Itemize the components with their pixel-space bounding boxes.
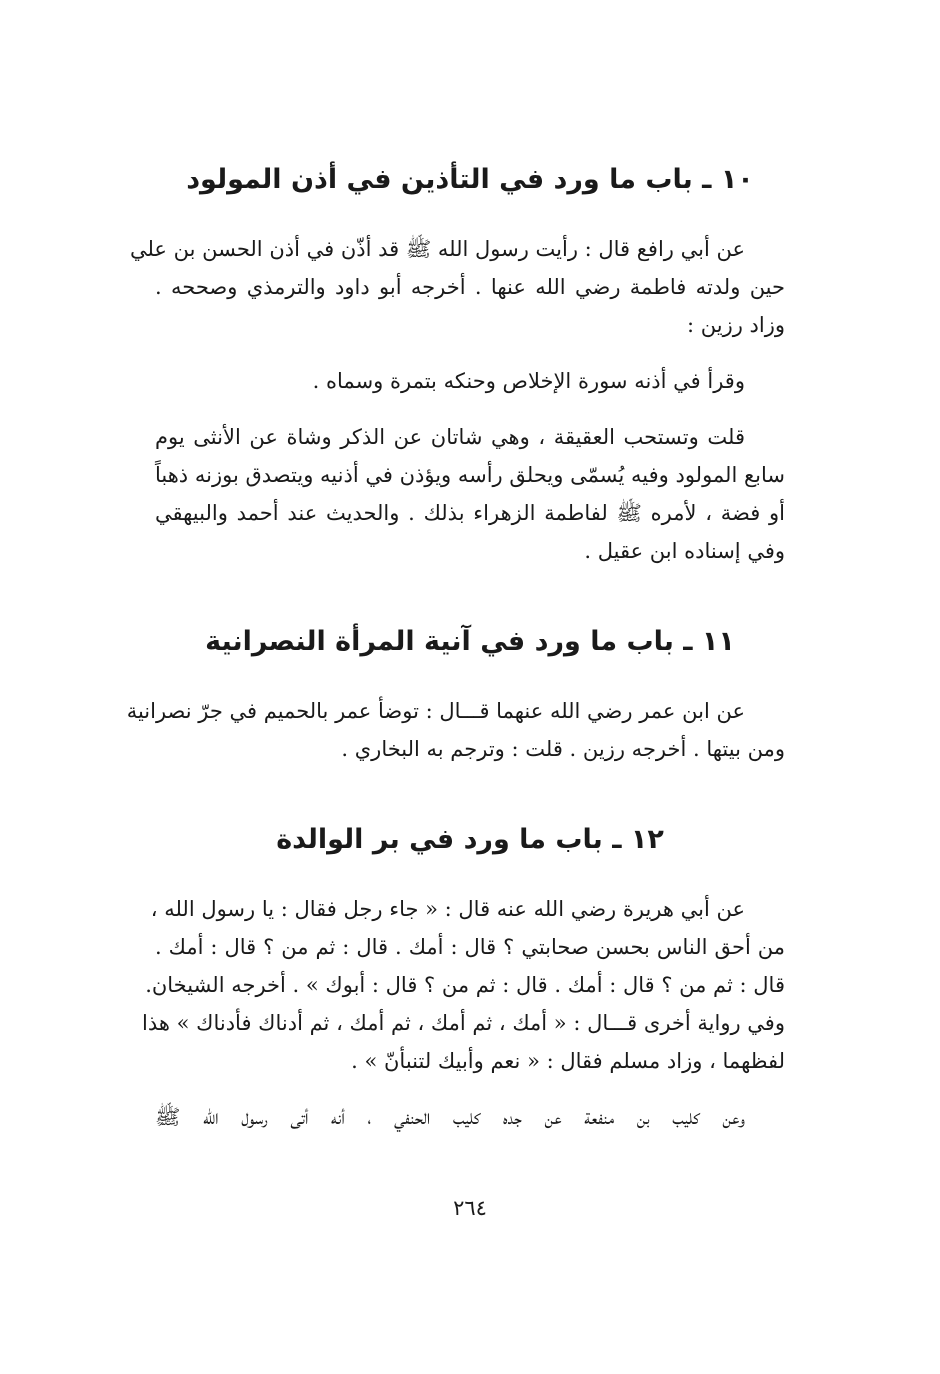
section-title-11: ١١ ـ باب ما ورد في آنية المرأة النصرانية — [205, 626, 735, 657]
text-line: ومن بيتها . أخرجه رزين . قلت : وترجم به البخاري . — [341, 737, 785, 761]
paragraph — [155, 362, 785, 400]
text-line: قلت وتستحب العقيقة ، وهي شاتان عن الذكر وشاة عن الأنثى يوم — [155, 425, 745, 449]
text-line: لفظهما ، وزاد مسلم فقال : « نعم وأبيك لتنبأنّ » . — [351, 1049, 785, 1073]
text-line: وفي رواية أخرى قـــال : « أمك ، ثم أمك ، ثم أمك ، ثم أدناك فأدناك » هذا — [142, 1011, 785, 1035]
text-line: قال : ثم من ؟ قال : أمك . قال : ثم من ؟ قال : أبوك » . أخرجه الشيخان. — [145, 973, 785, 997]
section-title-10: ١٠ ـ باب ما ورد في التأذين في أذن المولود — [186, 164, 754, 195]
page-body — [126, 160, 785, 1136]
text-line: وعن كليب بن منفعة عن جده كليب الحنفي ، أنه أتى رسول الله ﷺ — [155, 1105, 745, 1129]
section-title-12: ١٢ ـ باب ما ورد في بر الوالدة — [276, 824, 664, 855]
text-line: من أحق الناس بحسن صحابتي ؟ قال : أمك . قال : ثم من ؟ قال : أمك . — [155, 935, 785, 959]
paragraph — [129, 230, 785, 344]
text-line: وفي إسناده ابن عقيل . — [584, 539, 785, 563]
text-line: عن أبي رافع قال : رأيت رسول الله ﷺ قد أذّن في أذن الحسن بن علي — [129, 237, 745, 261]
text-line: سابع المولود وفيه يُسمّى ويحلق رأسه ويؤذن في أذنيه ويتصدق بوزنه ذهباً — [155, 463, 785, 487]
paragraph — [142, 890, 785, 1080]
paragraph — [126, 692, 785, 768]
text-line: وزاد رزين : — [686, 313, 785, 337]
page-number: ٢٦٤ — [453, 1196, 487, 1220]
text-line: عن ابن عمر رضي الله عنهما قـــال : توضأ عمر بالحميم في جرّ نصرانية — [126, 699, 745, 723]
text-line: حين ولدته فاطمة رضي الله عنها . أخرجه أبو داود والترمذي وصححه . — [155, 275, 785, 299]
paragraph — [155, 418, 785, 570]
paragraph — [155, 1098, 785, 1136]
text-line: وقرأ في أذنه سورة الإخلاص وحنكه بتمرة وسماه . — [312, 369, 745, 393]
text-line: أو فضة ، لأمره ﷺ لفاطمة الزهراء بذلك . والحديث عند أحمد والبيهقي — [155, 501, 785, 525]
text-line: عن أبي هريرة رضي الله عنه قال : « جاء رجل فقال : يا رسول الله ، — [150, 897, 745, 921]
